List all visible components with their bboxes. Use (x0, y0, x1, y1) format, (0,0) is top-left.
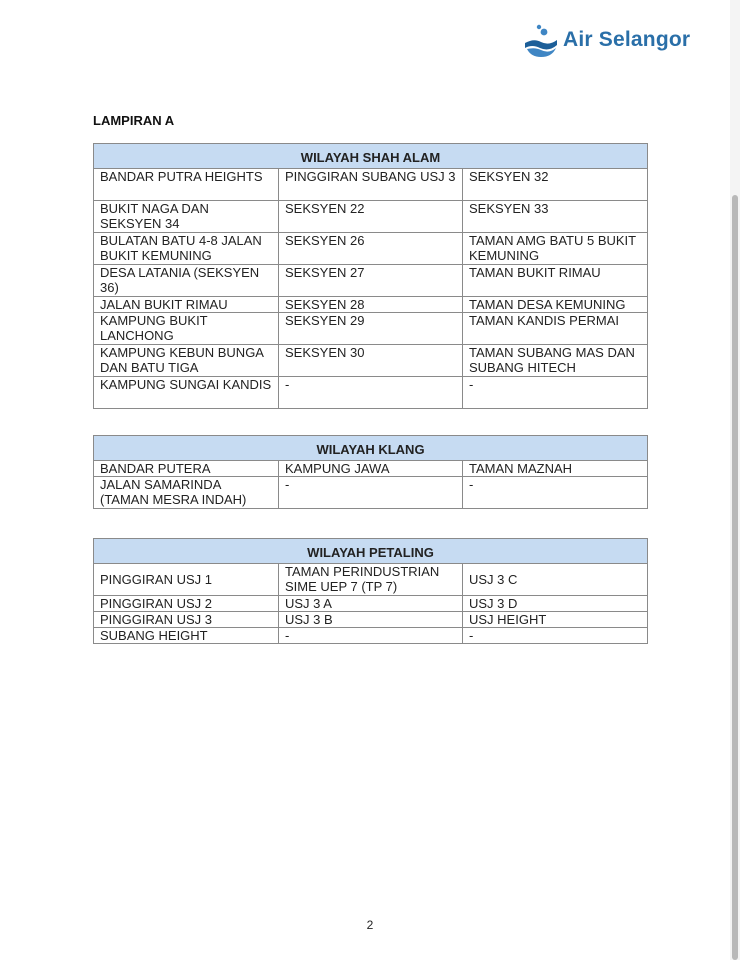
region-title-petaling: WILAYAH PETALING (94, 539, 648, 564)
table-petaling (93, 538, 648, 644)
table-cell: TAMAN SUBANG MAS DAN SUBANG HITECH (463, 345, 648, 377)
table-cell: BANDAR PUTERA (94, 461, 279, 477)
table-cell: SEKSYEN 22 (279, 201, 463, 233)
table-row (94, 628, 648, 644)
region-title-shah-alam: WILAYAH SHAH ALAM (94, 144, 648, 169)
table-cell: TAMAN MAZNAH (463, 461, 648, 477)
table-cell: PINGGIRAN SUBANG USJ 3 (279, 169, 463, 201)
table-cell: - (279, 377, 463, 409)
table-cell: PINGGIRAN USJ 2 (94, 596, 279, 612)
table-cell: - (463, 377, 648, 409)
air-selangor-logo (522, 19, 702, 61)
table-row (94, 612, 648, 628)
logo-text: Air Selangor (563, 28, 691, 51)
water-drop-logo-icon (522, 21, 560, 59)
table-cell: TAMAN KANDIS PERMAI (463, 313, 648, 345)
table-cell: KAMPUNG SUNGAI KANDIS (94, 377, 279, 409)
table-cell: TAMAN BUKIT RIMAU (463, 265, 648, 297)
table-cell: SEKSYEN 33 (463, 201, 648, 233)
table-cell: SEKSYEN 30 (279, 345, 463, 377)
table-cell: KAMPUNG JAWA (279, 461, 463, 477)
table-row (94, 345, 648, 377)
table-cell: PINGGIRAN USJ 1 (94, 564, 279, 596)
table-header-row (94, 539, 648, 564)
table-shah-alam (93, 143, 648, 409)
table-cell: USJ 3 C (463, 564, 648, 596)
table-cell: PINGGIRAN USJ 3 (94, 612, 279, 628)
table-row (94, 313, 648, 345)
table-cell: JALAN BUKIT RIMAU (94, 297, 279, 313)
table-cell: - (279, 628, 463, 644)
table-row (94, 461, 648, 477)
table-row (94, 564, 648, 596)
page-heading: LAMPIRAN A (93, 113, 175, 128)
table-row (94, 233, 648, 265)
table-cell: - (463, 628, 648, 644)
table-cell: BUKIT NAGA DAN SEKSYEN 34 (94, 201, 279, 233)
table-cell: SEKSYEN 28 (279, 297, 463, 313)
table-cell: USJ 3 B (279, 612, 463, 628)
table-row (94, 477, 648, 509)
page-number: 2 (366, 918, 374, 932)
table-row (94, 377, 648, 409)
region-title-klang: WILAYAH KLANG (94, 436, 648, 461)
table-cell: DESA LATANIA (SEKSYEN 36) (94, 265, 279, 297)
table-row (94, 297, 648, 313)
table-cell: SEKSYEN 29 (279, 313, 463, 345)
table-header-row (94, 144, 648, 169)
table-cell: SUBANG HEIGHT (94, 628, 279, 644)
table-cell: BULATAN BATU 4-8 JALAN BUKIT KEMUNING (94, 233, 279, 265)
table-header-row (94, 436, 648, 461)
table-cell: - (279, 477, 463, 509)
table-row (94, 201, 648, 233)
table-row (94, 169, 648, 201)
table-cell: USJ HEIGHT (463, 612, 648, 628)
table-cell: SEKSYEN 32 (463, 169, 648, 201)
scrollbar-track[interactable] (730, 0, 740, 960)
table-cell: TAMAN AMG BATU 5 BUKIT KEMUNING (463, 233, 648, 265)
table-cell: BANDAR PUTRA HEIGHTS (94, 169, 279, 201)
table-cell: USJ 3 A (279, 596, 463, 612)
table-cell: JALAN SAMARINDA (TAMAN MESRA INDAH) (94, 477, 279, 509)
table-cell: SEKSYEN 27 (279, 265, 463, 297)
table-cell: KAMPUNG BUKIT LANCHONG (94, 313, 279, 345)
table-cell: TAMAN DESA KEMUNING (463, 297, 648, 313)
table-cell: - (463, 477, 648, 509)
table-row (94, 265, 648, 297)
table-cell: KAMPUNG KEBUN BUNGA DAN BATU TIGA (94, 345, 279, 377)
scrollbar-thumb[interactable] (732, 195, 738, 960)
table-cell: TAMAN PERINDUSTRIAN SIME UEP 7 (TP 7) (279, 564, 463, 596)
table-klang (93, 435, 648, 509)
table-row (94, 596, 648, 612)
table-cell: USJ 3 D (463, 596, 648, 612)
table-cell: SEKSYEN 26 (279, 233, 463, 265)
